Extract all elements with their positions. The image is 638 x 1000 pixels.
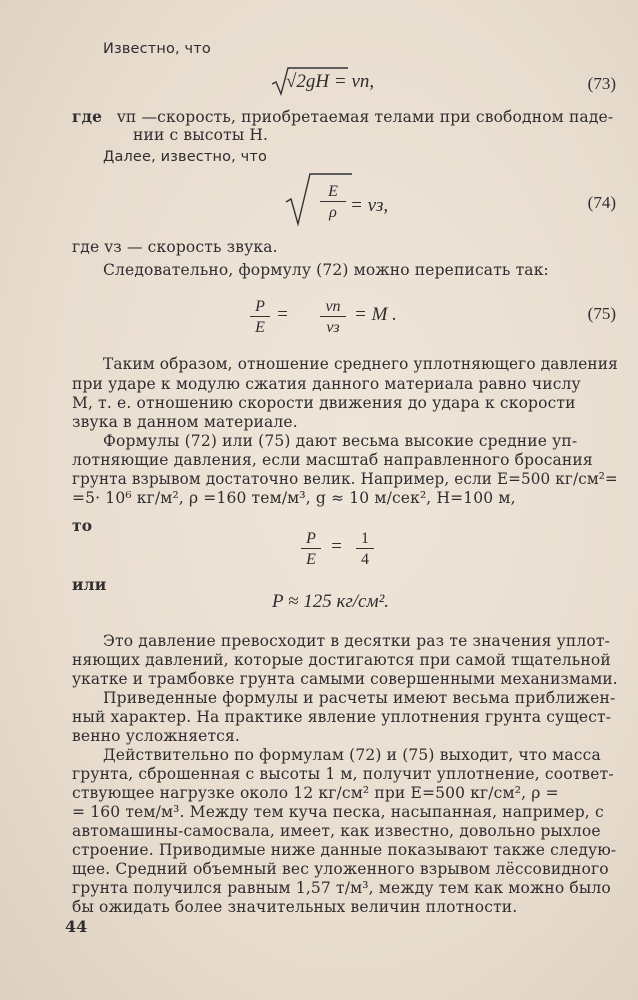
numerator: vп xyxy=(325,298,341,315)
further-line: Далее, известно, что xyxy=(103,149,268,165)
numerator: 1 xyxy=(361,530,369,547)
text-line: M, т. е. отношению скорости движения до удара к скорости xyxy=(72,394,576,412)
text-line: Действительно по формулам (72) и (75) выходит, что масса xyxy=(103,746,601,764)
text-line: Таким образом, отношение среднего уплотняющего давления xyxy=(103,355,618,373)
equals-sign: = xyxy=(330,536,343,557)
text-line: грунта, сброшенная с высоты 1 м, получит уплотнение, соответ- xyxy=(72,765,614,783)
text-line: автомашины-самосвала, имеет, как известно, довольно рыхлое xyxy=(72,822,601,840)
numerator: P xyxy=(255,298,265,315)
text-line: ствующее нагрузке около 12 кг/см² при E=500 кг/см², ρ = xyxy=(72,784,559,802)
text-line: лотняющие давления, если масштаб направленного бросания xyxy=(72,451,593,469)
where-text-1-cont: нии с высоты H. xyxy=(133,126,269,144)
text-line: Формулы (72) или (75) дают весьма высокие средние уп- xyxy=(103,432,578,450)
equation-74-number: (74) xyxy=(587,193,616,212)
text-line: при ударе к модулю сжатия данного материала равно числу xyxy=(72,375,581,393)
equation-75-number: (75) xyxy=(587,304,616,323)
fraction-P-over-E-2 xyxy=(301,530,321,569)
text-line: няющих давлений, которые достигаются при самой тщательной xyxy=(72,651,611,669)
equals-sign: = xyxy=(276,304,289,325)
text-line: строение. Приводимые ниже данные показывают также следую- xyxy=(72,841,617,859)
where-text-2: где vз — скорость звука. xyxy=(72,238,278,256)
text-line: Это давление превосходит в десятки раз те значения уплот- xyxy=(103,632,610,650)
fraction-vn-over-vz xyxy=(320,298,346,337)
text-line: грунта получился равным 1,57 т/м³, между тем как можно было xyxy=(72,879,611,897)
denominator: vз xyxy=(320,316,346,337)
therefore-line: Следовательно, формулу (72) можно переписать так: xyxy=(103,261,549,279)
text-line: грунта взрывом достаточно велик. Например, если E=500 кг/см²= xyxy=(72,470,618,488)
fraction-E-over-rho xyxy=(320,183,346,222)
fraction-one-quarter xyxy=(356,530,374,569)
intro-line: Известно, что xyxy=(103,41,211,57)
where-text-1: vп —скорость, приобретаемая телами при свободном паде- xyxy=(117,108,614,126)
text-line: звука в данном материале. xyxy=(72,413,298,431)
equation-75-rhs: = M . xyxy=(354,304,397,325)
numerator: P xyxy=(306,530,316,547)
page-number: 44 xyxy=(65,917,88,936)
equation-73-text: √2gH = vп, xyxy=(286,71,375,92)
equation-73-number: (73) xyxy=(587,74,616,93)
text-line: Приведенные формулы и расчеты имеют весьма приближен- xyxy=(103,689,616,707)
text-line: =5· 10⁶ кг/м², ρ =160 тем/м³, g ≈ 10 м/сек², H=100 м, xyxy=(72,489,516,507)
where-label-1: где xyxy=(72,107,103,126)
then-label: то xyxy=(72,516,93,535)
text-line: = 160 тем/м³. Между тем куча песка, насыпанная, например, с xyxy=(72,803,604,821)
numerator: E xyxy=(328,183,338,200)
or-label: или xyxy=(72,575,107,594)
fraction-P-over-E xyxy=(250,298,270,337)
text-line: ный характер. На практике явление уплотнения грунта сущест- xyxy=(72,708,612,726)
text-line: укатке и трамбовке грунта самыми совершенными механизмами. xyxy=(72,670,618,688)
equation-74-rhs: = vз, xyxy=(350,195,389,216)
denominator: E xyxy=(301,548,321,569)
text-line: венно усложняется. xyxy=(72,727,241,745)
denominator: E xyxy=(250,316,270,337)
denominator: 4 xyxy=(356,548,374,569)
result-equation: P ≈ 125 кг/см². xyxy=(272,591,390,612)
denominator: ρ xyxy=(320,201,346,222)
text-line: бы ожидать более значительных величин плотности. xyxy=(72,898,518,916)
text-line: щее. Средний объемный вес уложенного взрывом лёссовидного xyxy=(72,860,609,878)
